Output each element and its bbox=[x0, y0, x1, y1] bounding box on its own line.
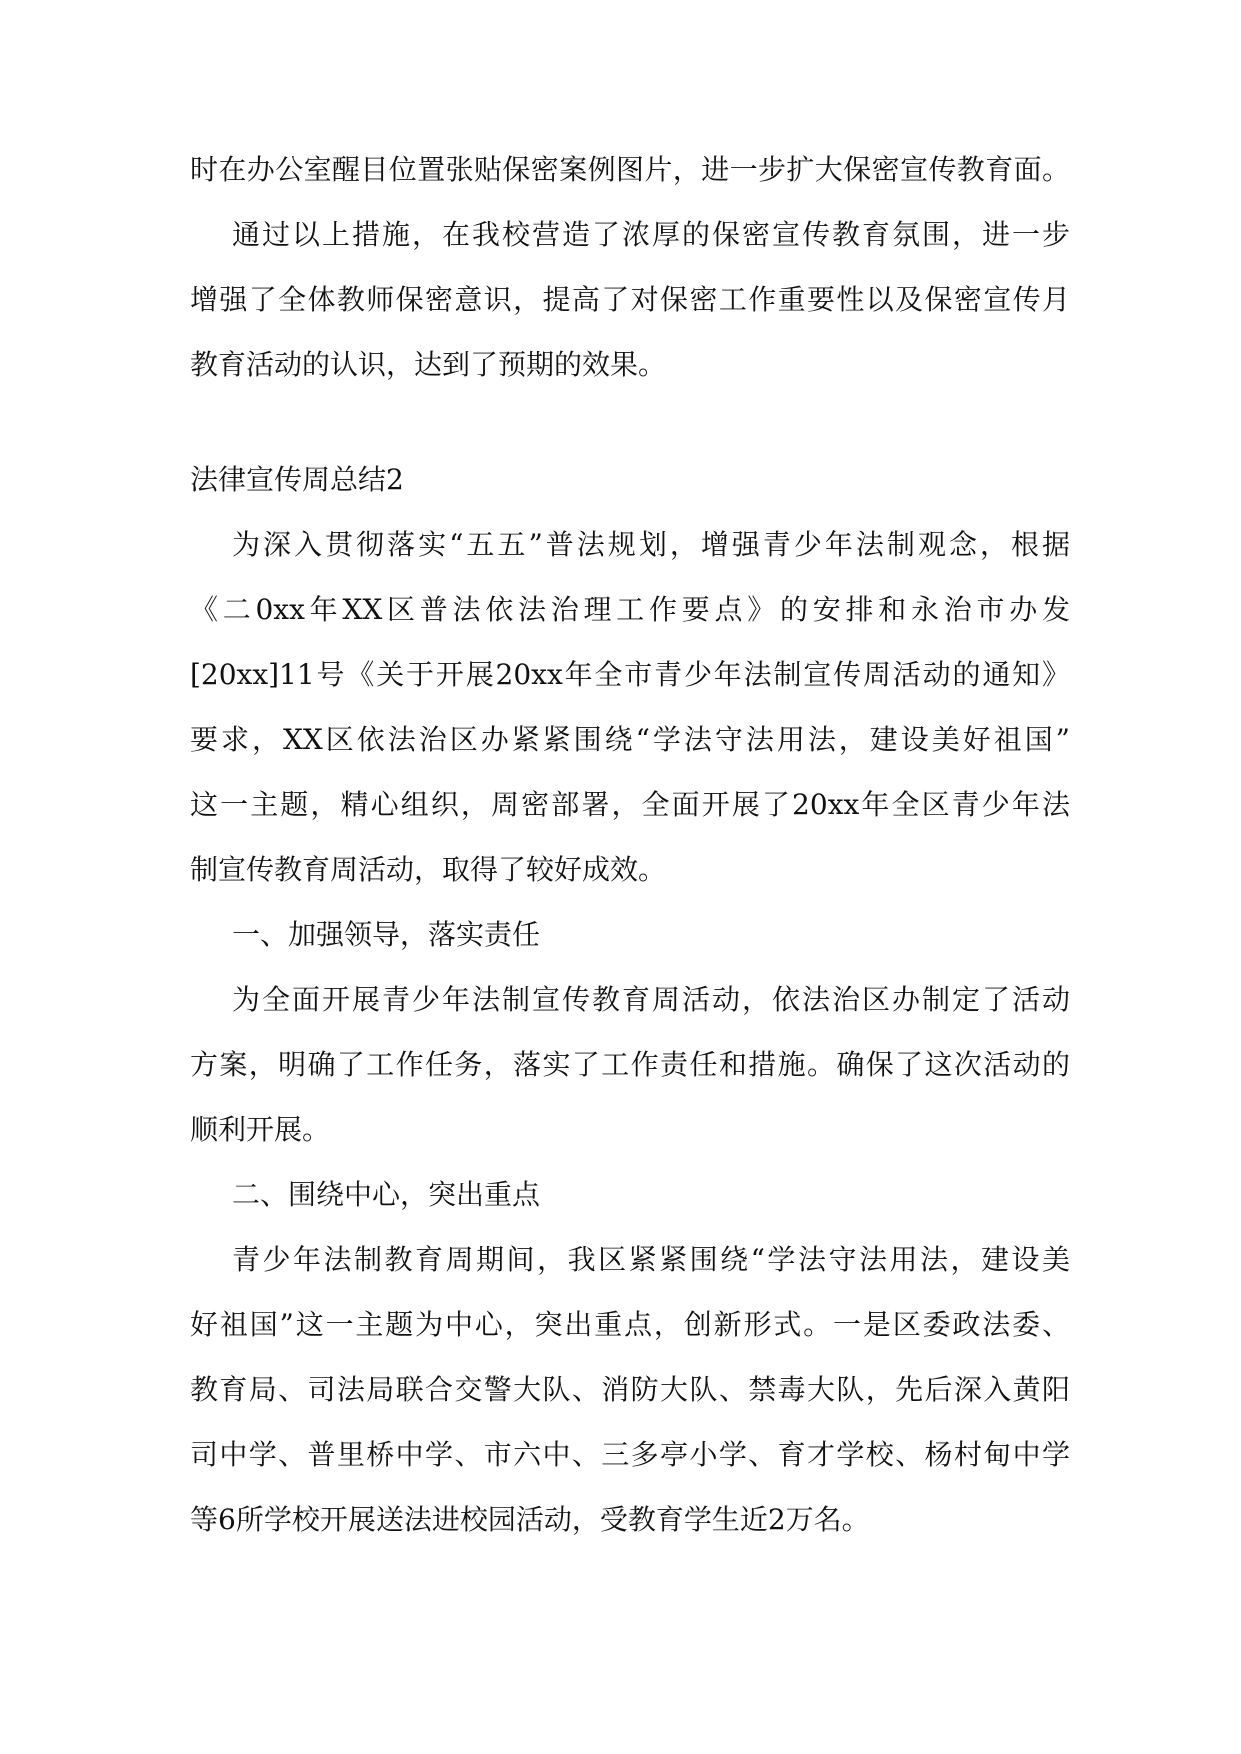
paragraph-line: 教育局、司法局联合交警大队、消防大队、禁毒大队，先后深入黄阳 bbox=[190, 1373, 1070, 1406]
paragraph-line: 制宣传教育周活动，取得了较好成效。 bbox=[190, 853, 667, 886]
subsection-heading: 一、加强领导，落实责任 bbox=[232, 918, 541, 951]
paragraph-line: 为全面开展青少年法制宣传教育周活动，依法治区办制定了活动 bbox=[232, 983, 1070, 1016]
paragraph-line: 为深入贯彻落实“五五”普法规划，增强青少年法制观念，根据 bbox=[232, 528, 1070, 561]
paragraph-line: 通过以上措施，在我校营造了浓厚的保密宣传教育氛围，进一步 bbox=[232, 218, 1070, 251]
paragraph-line: 增强了全体教师保密意识，提高了对保密工作重要性以及保密宣传月 bbox=[190, 283, 1070, 316]
paragraph-line: 好祖国”这一主题为中心，突出重点，创新形式。一是区委政法委、 bbox=[190, 1308, 1070, 1341]
paragraph-line: [20xx]11号《关于开展20xx年全市青少年法制宣传周活动的通知》 bbox=[190, 658, 1070, 691]
paragraph-line: 这一主题，精心组织，周密部署，全面开展了20xx年全区青少年法 bbox=[190, 788, 1070, 821]
paragraph-line: 教育活动的认识，达到了预期的效果。 bbox=[190, 348, 667, 381]
paragraph-line: 青少年法制教育周期间，我区紧紧围绕“学法守法用法，建设美 bbox=[232, 1243, 1070, 1276]
paragraph-line: 等6所学校开展送法进校园活动，受教育学生近2万名。 bbox=[190, 1503, 870, 1536]
paragraph-line: 《二0xx年XX区普法依法治理工作要点》的安排和永治市办发 bbox=[190, 593, 1070, 626]
paragraph-line: 司中学、普里桥中学、市六中、三多亭小学、育才学校、杨村甸中学 bbox=[190, 1438, 1070, 1471]
section-heading: 法律宣传周总结2 bbox=[190, 463, 404, 496]
paragraph-line: 顺利开展。 bbox=[190, 1113, 331, 1146]
paragraph-line: 要求，XX区依法治区办紧紧围绕“学法守法用法，建设美好祖国” bbox=[190, 723, 1070, 756]
paragraph-line: 方案，明确了工作任务，落实了工作责任和措施。确保了这次活动的 bbox=[190, 1048, 1070, 1081]
subsection-heading: 二、围绕中心，突出重点 bbox=[232, 1178, 541, 1211]
paragraph-line: 时在办公室醒目位置张贴保密案例图片，进一步扩大保密宣传教育面。 bbox=[190, 153, 1070, 186]
